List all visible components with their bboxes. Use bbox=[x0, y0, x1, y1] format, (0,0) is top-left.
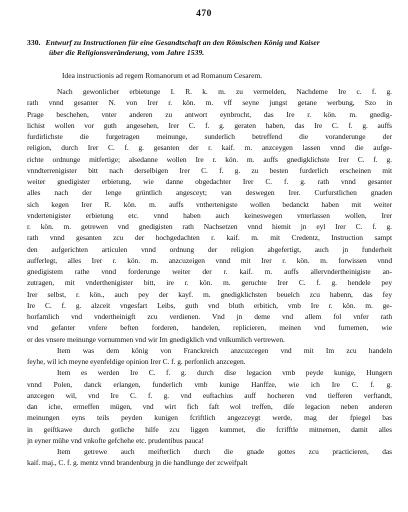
text-line: lichist wollen vor guth angesehen, Irer C. f. g. geraten haben, das Ire C. f. g. auffs bbox=[27, 120, 392, 130]
text-line: aufferlegt, alles Irer r. kön. m. anzcuzeigen vnnd mit Irer r. kön. m. forwissen vnnd bbox=[27, 255, 392, 265]
text-line: dan iche, ermeffen mügen, vnd wirt fich faft wol treffen, diſe legacion neben anderen bbox=[27, 402, 392, 411]
text-line: anzcegen wil, vnd Ire C. f. g. vnd euftachius auff hocheren vnd tiefferen verftandt, bbox=[27, 390, 392, 400]
text-line: jn eyner mühe vnd vnkofte gefchehe etc. prudentibus pauca! bbox=[27, 435, 204, 445]
text-line: zutragen, mit vnderthenigister bitt, ire r. kön. m. geruchte Irer C. f. g. hendele pey bbox=[27, 278, 392, 288]
heading-line-1: Entwurf zu Instructionen für eine Gesandtschaft an den Römischen König und Kaiser bbox=[45, 38, 320, 47]
text-line: vnndterrenigister bitt nach derselbigen Irer C. f. g. zu besten furderlich erscheinen mit bbox=[27, 165, 392, 175]
text-line: weiter gnedigister erbietung, wie danne obgedachter Irer C. f. g. rath vnnd gesanter bbox=[27, 177, 392, 186]
paragraph bbox=[27, 345, 392, 368]
text-line: r. kön. m. getrewen vnd gnedigisten rath Nachsetzen vnnd hiemit jn eyl Irer C. f. g. bbox=[27, 222, 392, 231]
text-line: furdirlichste die furgetragen meinunge, sunderlich betreffend die voranderunge der bbox=[27, 132, 392, 141]
body-text bbox=[27, 86, 392, 469]
text-line: kaif. maj., C. f. g. mentz vnnd brandenburg jn die handlunge der zcweifpalt bbox=[27, 458, 248, 468]
paragraph bbox=[27, 86, 392, 345]
paragraph bbox=[27, 367, 392, 446]
text-line: feyhe, wil ich meyne eyenfeldige opinion Irer C. f. g. perfonlich anzcegen. bbox=[27, 357, 246, 366]
instruction-title: Idea instructionis ad regem Romanorum et ad Romanum Cesarem. bbox=[62, 71, 263, 80]
text-line: in geiftkawe durch gotliche hilfe zcu liggen kummet, die fcrifftle mitnemen, damit alles bbox=[27, 424, 392, 434]
text-line: Irer selbst, r. kön., auch pey der kayf. m. gnedigklichsten beuelch zcu habenn, das fey bbox=[27, 289, 392, 299]
text-line: rath vnnd gesanten zcu der hochgedachten r. kaif. m. mit Credentz, Instruction sampt bbox=[27, 233, 392, 243]
text-line: er des vnsere meinunge vornummen vnd wir Im gnedigklich vnd vnlkumlich vertrewen. bbox=[27, 334, 285, 344]
text-line: Item getrewe auch meifterlich durch die gnade gottes zcu practicieren, das bbox=[57, 447, 392, 456]
text-line: den aufgerichten articulen vnnd ordnung der religion abgefertigt, auch jn funderheit bbox=[27, 244, 392, 254]
text-line: vnnd Polen, danck erlangen, funderlich vmb kunige Hanffze, wie ich Ire C. f. g. bbox=[27, 379, 392, 389]
text-line: gnedigistem rathe vnnd forderunge weiter der r. kaif. m. auffs allervndertheinigiste an- bbox=[27, 267, 392, 276]
text-line: Item was dem könig von Franckreich anzcuzcegen vnd mit Im zcu handeln bbox=[57, 345, 392, 355]
text-line: richte ordnunge mitfertige; alsedanne wollen Ire r. kön. m. auffs gnedigklichste Irer C. f. g. bbox=[27, 154, 392, 164]
text-line: vndertenigister erbietung etc. vnnd haben auch keineswegen vnterlassen wollen, Irer bbox=[27, 210, 392, 220]
text-line: alles nach der lenge grüntlich angesceyt; van deswegen Irer. Curfurstlichen gnaden bbox=[27, 188, 392, 198]
text-line: Nach gewonlicher erbietunge I. R. k. m. zu vermelden, Nachdeme Ire c. f. g. bbox=[57, 87, 392, 96]
text-line: rath vnnd gesanter N. von Irer r. kön. m. vff seyne jungst getane werbung, Szo in bbox=[27, 98, 392, 108]
text-line: Item es werden Ire C. f. g. durch dise legacion vmb peyde kunige, Hungern bbox=[57, 368, 392, 378]
text-line: meinungen eyns teils peyden kunigen fcriftlich angezceygt werde, mag der fpiegel bas bbox=[27, 413, 392, 423]
document-number: 330. bbox=[27, 38, 41, 47]
text-line: sich kegen Irer R. kön. m. auffs vnthertenigste wollen bedanckt haben mit weiter bbox=[27, 199, 392, 209]
text-line: vnd gefanter vnfere beften forderen, handelen, replicieren, meinen vnd furnemen, wie bbox=[27, 323, 392, 333]
heading-line-2: über die Religionsveränderung, vom Jahre 1539. bbox=[49, 48, 205, 57]
text-line: horfamlich vnd vndertheinigft zcu verdienen. Vnd jn deme vnd allem fol vnfer rath bbox=[27, 312, 392, 321]
text-line: Prage beschehen, vnter anderen zu antwort eynbrocht, das Ire r. kön. m. gnedig- bbox=[27, 109, 392, 119]
text-line: Ire C. f. g. alzceit vngesfart Leibs, guth vnd bluth erbitich, vmb Ire r. kön. m. ge- bbox=[27, 300, 392, 310]
page-number: 470 bbox=[196, 9, 212, 19]
text-line: religion, durch Irer C. f. g. gesanten der r. kaif. m. anzceygen lassen vnnd die aufge- bbox=[27, 143, 392, 153]
document-heading bbox=[27, 38, 393, 58]
paragraph bbox=[27, 446, 392, 469]
